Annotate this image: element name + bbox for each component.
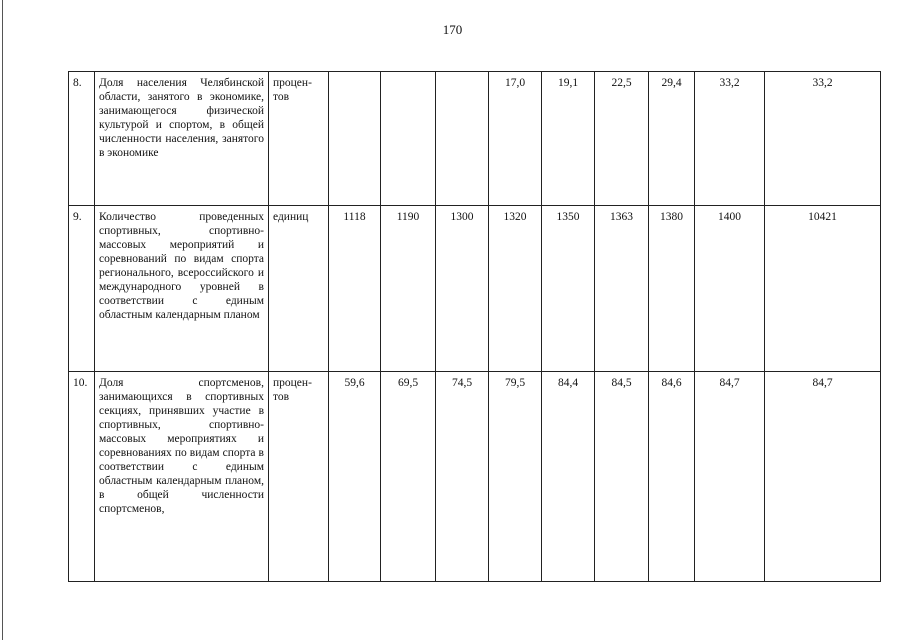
value-cell: 74,5: [436, 372, 489, 582]
value-cell: 84,5: [595, 372, 649, 582]
unit-label: процен- тов: [273, 77, 312, 103]
value-cell: 1190: [381, 206, 436, 372]
indicator-name: Доля населения Челябинской области, занятого в экономике, занимающегося физической культурой и спортом, в общей численности населения, занятого в экономике: [95, 72, 269, 206]
unit-cell: [269, 72, 329, 206]
value-cell: 1118: [329, 206, 381, 372]
value-cell: 19,1: [542, 72, 595, 206]
value-cell: 84,4: [542, 372, 595, 582]
indicator-name: Количество проведенных спортивных, спортивно-массовых мероприятий и соревнований по видам спорта регионального, всероссийского и международного уровней в соответствии с единым областным календарным планом: [95, 206, 269, 372]
page-number: 170: [442, 22, 463, 37]
value-cell: 1350: [542, 206, 595, 372]
row-number: 9.: [69, 206, 95, 372]
unit-cell: [269, 206, 329, 372]
unit-label: единиц: [273, 211, 309, 223]
value-cell: 33,2: [765, 72, 881, 206]
value-cell: [329, 72, 381, 206]
indicator-name: Доля спортсменов, занимающихся в спортивных секциях, принявших участие в спортивных, спортивно-массовых мероприятиях и соревнованиях по видам спорта в соответствии с единым областным календарным планом, в общей численности спортсменов,: [95, 372, 269, 582]
value-cell: 22,5: [595, 72, 649, 206]
value-cell: 1400: [695, 206, 765, 372]
value-cell: 79,5: [489, 372, 542, 582]
value-cell: 1380: [649, 206, 695, 372]
row-number: 10.: [69, 372, 95, 582]
value-cell: 10421: [765, 206, 881, 372]
value-cell: 1300: [436, 206, 489, 372]
value-cell: 33,2: [695, 72, 765, 206]
value-cell: 29,4: [649, 72, 695, 206]
unit-label: процен- тов: [273, 377, 312, 403]
value-cell: [381, 72, 436, 206]
table-row: [69, 72, 881, 206]
value-cell: 84,7: [765, 372, 881, 582]
value-cell: 59,6: [329, 372, 381, 582]
value-cell: 17,0: [489, 72, 542, 206]
value-cell: 1363: [595, 206, 649, 372]
value-cell: 1320: [489, 206, 542, 372]
unit-cell: [269, 372, 329, 582]
row-number: 8.: [69, 72, 95, 206]
value-cell: [436, 72, 489, 206]
table-row: [69, 372, 881, 582]
value-cell: 84,6: [649, 372, 695, 582]
page-edge-line: [2, 0, 3, 640]
value-cell: 69,5: [381, 372, 436, 582]
indicators-table: [68, 71, 881, 582]
value-cell: 84,7: [695, 372, 765, 582]
table-row: [69, 206, 881, 372]
